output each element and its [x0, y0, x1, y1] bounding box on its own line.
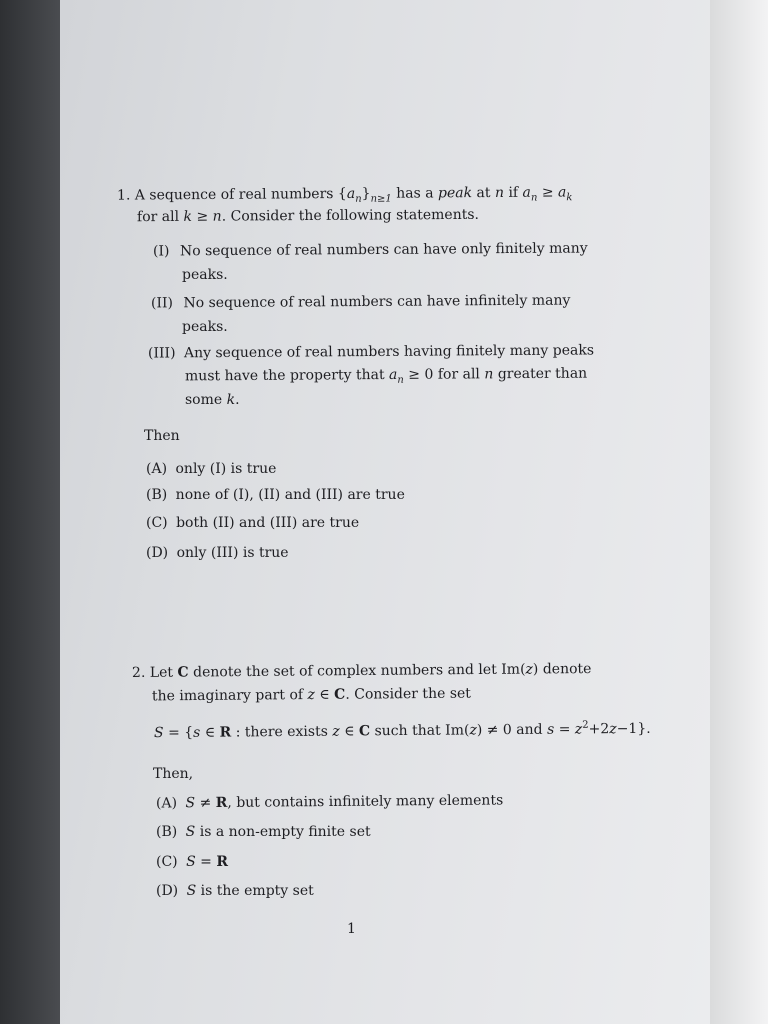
question-1-line-1: 1. A sequence of real numbers $\{a_n\}_{n\ge 1}$ has a peak at n if $a_n \ge a_k$ — [116, 184, 573, 205]
statement-2: (II) No sequence of real numbers can have infinitely many — [150, 292, 571, 312]
option-label: (C) — [146, 515, 168, 531]
option-a[interactable]: (A) only (I) is true — [146, 461, 277, 477]
option-d[interactable]: (D) only (III) is true — [146, 545, 289, 561]
statement-label: (III) — [147, 345, 176, 362]
option-label: (B) — [146, 487, 168, 503]
option-b[interactable]: (B) S is a non-empty finite set — [156, 824, 371, 840]
background-left — [0, 0, 60, 1024]
question-2-line-2: the imaginary part of z ∈ C. Consider the set — [151, 685, 471, 705]
question-2-line-1: 2. Let C denote the set of complex numbers and let Im(z) denote — [131, 660, 592, 682]
option-label: (A) — [146, 461, 168, 477]
option-a[interactable]: (A) S ≠ R, but contains infinitely many elements — [155, 792, 504, 812]
statement-3-line-2: must have the property that $a_n \ge 0$ for all n greater than — [184, 365, 588, 386]
statement-3: (III) Any sequence of real numbers having finitely many peaks — [147, 342, 595, 362]
statement-1-line-2: peaks. — [182, 267, 228, 283]
option-label: (B) — [156, 824, 178, 840]
question-number: 1. — [116, 187, 131, 204]
statement-1: (I) No sequence of real numbers can have only finitely many — [152, 240, 588, 260]
question-number: 2. — [131, 664, 146, 682]
option-b[interactable]: (B) none of (I), (II) and (III) are true — [146, 487, 405, 503]
option-c[interactable]: (C) S = R — [156, 854, 228, 870]
statement-3-line-3: some k. — [185, 392, 240, 408]
option-c[interactable]: (C) both (II) and (III) are true — [146, 515, 360, 531]
option-d[interactable]: (D) S is the empty set — [156, 883, 314, 899]
statement-label: (II) — [150, 295, 174, 312]
option-label: (C) — [156, 854, 178, 870]
question-1-then: Then — [144, 428, 180, 444]
exam-page — [60, 0, 710, 1024]
statement-2-line-2: peaks. — [182, 319, 228, 335]
question-1-line-2: for all k ≥ n. Consider the following statements. — [136, 206, 480, 226]
statement-label: (I) — [152, 243, 170, 260]
option-label: (A) — [155, 795, 178, 812]
page-number: 1 — [347, 921, 356, 937]
option-label: (D) — [146, 545, 169, 561]
background-right — [708, 0, 768, 1024]
question-2-then: Then, — [153, 766, 194, 782]
option-label: (D) — [156, 883, 179, 899]
set-definition: S = {s ∈ R : there exists z ∈ C such that Im(z) ≠ 0 and $s = z^2+2z-1$}. — [153, 719, 651, 742]
